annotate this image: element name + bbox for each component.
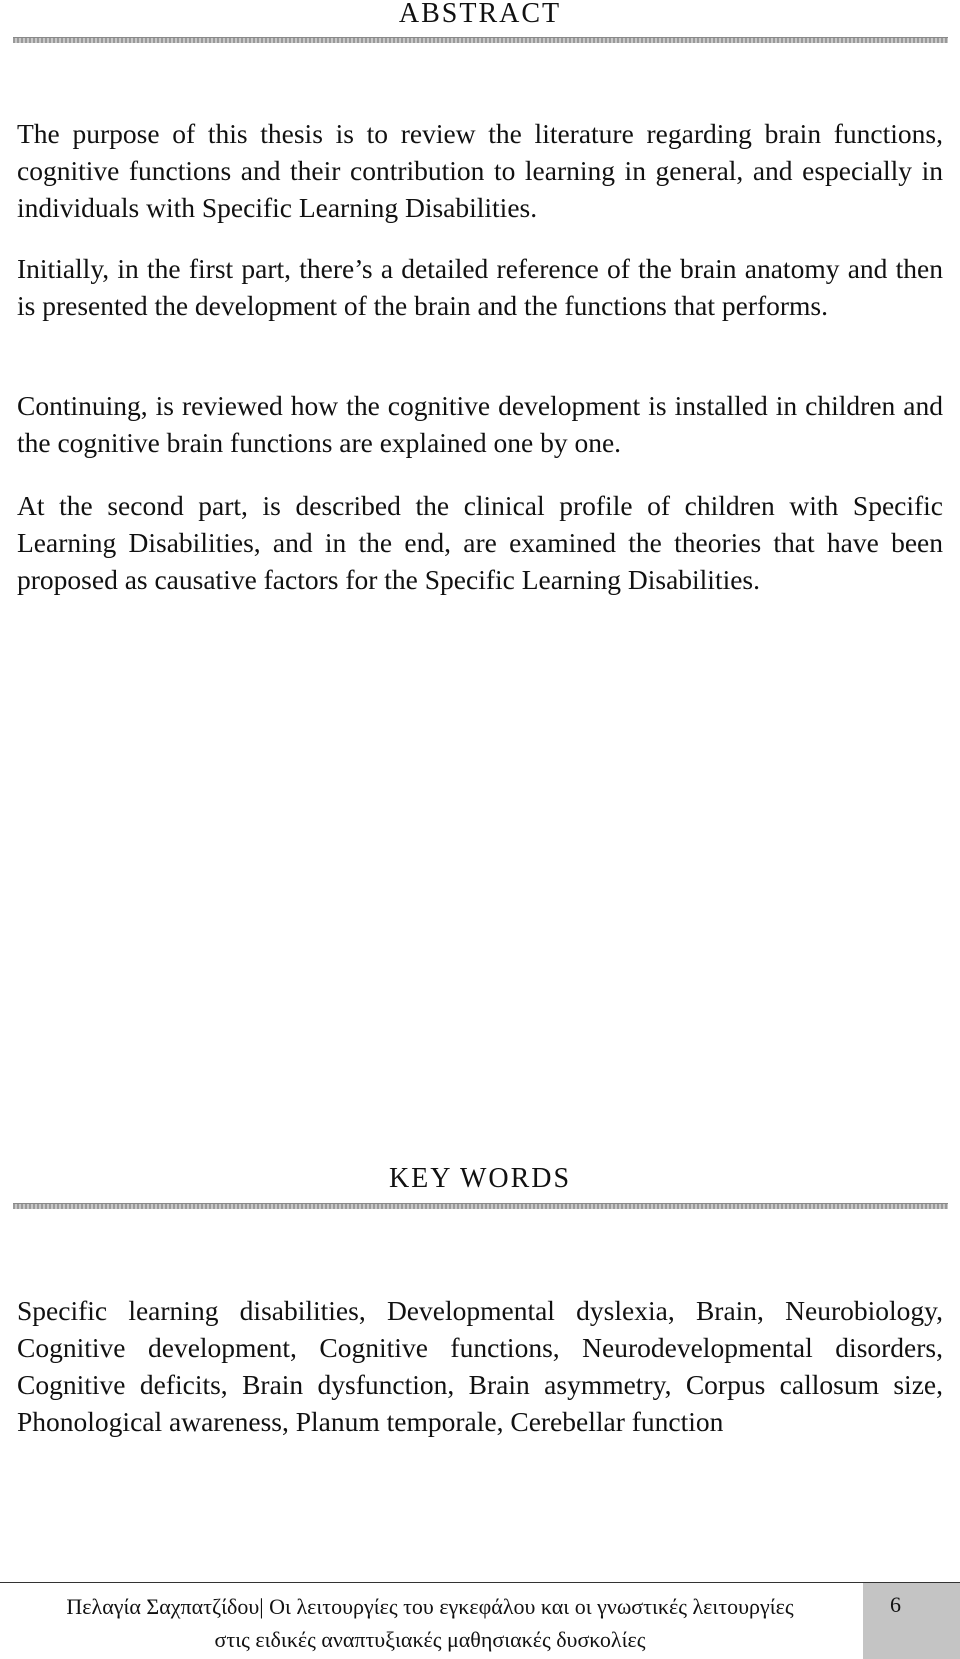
abstract-heading: ABSTRACT [398, 0, 562, 29]
keywords-list: Specific learning disabilities, Developmental dyslexia, Brain, Neurobiology, Cognitive development, Cognitive functions, Neurodevelopmental disorders, Cognitive deficits, Brain dysfunction, Brain asymmetry, Corpus callosum size, Phonological awareness, Planum temporale, Cerebellar function [17, 1295, 943, 1437]
abstract-paragraph-2: Initially, in the first part, there’s a detailed reference of the brain anatomy and then is presented the development of the brain and the functions that performs. [17, 253, 943, 321]
footer-caption [0, 1590, 860, 1656]
keywords-heading: KEY WORDS [388, 1163, 572, 1194]
footer-author-title-line: Πελαγία Σαχπατζίδου| Οι λειτουργίες του εγκεφάλου και οι γνωστικές λειτουργίες [66, 1594, 794, 1619]
footer-divider [0, 1582, 960, 1583]
abstract-paragraph-4: At the second part, is described the clinical profile of children with Specific Learning Disabilities, and in the end, are examined the theories that have been proposed as causative factors for the Specific Learning Disabilities. [17, 490, 943, 595]
abstract-paragraph-3: Continuing, is reviewed how the cognitive development is installed in children and the cognitive brain functions are explained one by one. [17, 390, 943, 458]
abstract-heading-rule [13, 37, 948, 43]
footer-title-continuation: στις ειδικές αναπτυξιακές μαθησιακές δυσκολίες [214, 1627, 646, 1652]
keywords-heading-rule [13, 1203, 948, 1209]
abstract-paragraph-1: The purpose of this thesis is to review the literature regarding brain functions, cognitive functions and their contribution to learning in general, and especially in individuals with Specific Learning Disabilities. [17, 118, 943, 223]
page-number: 6 [890, 1592, 901, 1617]
